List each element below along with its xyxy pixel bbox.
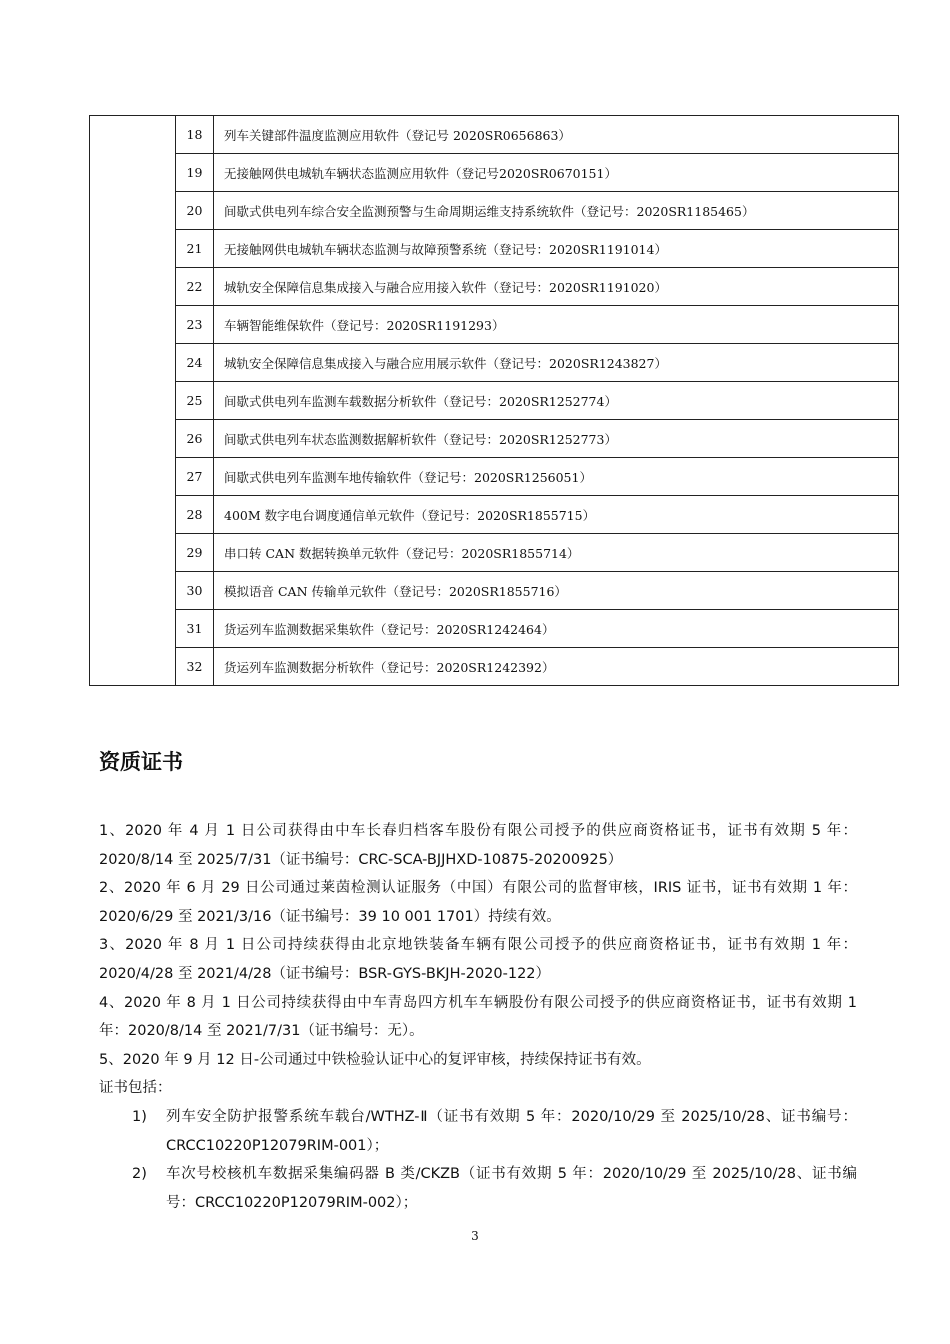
table-row <box>90 230 899 268</box>
row-number-cell: 26 <box>176 420 214 458</box>
table-row <box>90 154 899 192</box>
certificate-list-item <box>99 1103 857 1160</box>
certificate-paragraph-2: 2、2020 年 6 月 29 日公司通过莱茵检测认证服务（中国）有限公司的监督审核，IRIS 证书，证书有效期 1 年：2020/6/29 至 2021/3/16（证书编号：39 10 001 1701）持续有效。 <box>99 880 857 925</box>
software-name-cell: 无接触网供电城轨车辆状态监测应用软件（登记号2020SR0670151） <box>214 154 899 192</box>
table-row <box>90 344 899 382</box>
software-name-cell: 无接触网供电城轨车辆状态监测与故障预警系统（登记号：2020SR1191014） <box>214 230 899 268</box>
software-name-cell: 间歇式供电列车综合安全监测预警与生命周期运维支持系统软件（登记号：2020SR1185465） <box>214 192 899 230</box>
row-number-cell: 18 <box>176 116 214 154</box>
row-number-cell: 24 <box>176 344 214 382</box>
row-number-cell: 29 <box>176 534 214 572</box>
table-row <box>90 534 899 572</box>
table-row <box>90 420 899 458</box>
software-name-cell: 列车关键部件温度监测应用软件（登记号 2020SR0656863） <box>214 116 899 154</box>
certificate-item-text: 车次号校核机车数据采集编码器 B 类/CKZB（证书有效期 5 年：2020/10/29 至 2025/10/28、证书编号：CRCC10220P12079RIM-002）； <box>166 1166 857 1211</box>
software-name-cell: 间歇式供电列车监测车载数据分析软件（登记号：2020SR1252774） <box>214 382 899 420</box>
certificate-paragraph-4: 4、2020 年 8 月 1 日公司持续获得由中车青岛四方机车车辆股份有限公司授予的供应商资格证书，证书有效期 1 年：2020/8/14 至 2021/7/31（证书编号：无）。 <box>99 994 857 1040</box>
table-row <box>90 648 899 686</box>
software-name-cell: 模拟语音 CAN 传输单元软件（登记号：2020SR1855716） <box>214 572 899 610</box>
table-row <box>90 306 899 344</box>
row-number-cell: 28 <box>176 496 214 534</box>
row-number-cell: 19 <box>176 154 214 192</box>
table-row <box>90 458 899 496</box>
software-registration-table <box>89 115 899 686</box>
software-name-cell: 间歇式供电列车监测车地传输软件（登记号：2020SR1256051） <box>214 458 899 496</box>
software-name-cell: 车辆智能维保软件（登记号：2020SR1191293） <box>214 306 899 344</box>
table-row <box>90 496 899 534</box>
software-name-cell: 城轨安全保障信息集成接入与融合应用接入软件（登记号：2020SR1191020） <box>214 268 899 306</box>
list-marker: 1) <box>132 1108 147 1125</box>
row-number-cell: 25 <box>176 382 214 420</box>
row-number-cell: 21 <box>176 230 214 268</box>
row-number-cell: 30 <box>176 572 214 610</box>
table-row <box>90 116 899 154</box>
software-name-cell: 城轨安全保障信息集成接入与融合应用展示软件（登记号：2020SR1243827） <box>214 344 899 382</box>
table-row <box>90 192 899 230</box>
certificate-item-text: 列车安全防护报警系统车载台/WTHZ-Ⅱ（证书有效期 5 年：2020/10/29 至 2025/10/28、证书编号：CRCC10220P12079RIM-001）； <box>166 1108 857 1154</box>
category-cell <box>90 116 176 686</box>
table-row <box>90 610 899 648</box>
certificates-includes-label: 证书包括： <box>99 1080 172 1097</box>
row-number-cell: 27 <box>176 458 214 496</box>
table-row <box>90 268 899 306</box>
certificate-paragraph-1: 1、2020 年 4 月 1 日公司获得由中车长春归档客车股份有限公司授予的供应商资格证书，证书有效期 5 年：2020/8/14 至 2025/7/31（证书编号：CRC-SCA-BJJHXD-10875-20200925） <box>99 823 857 868</box>
software-name-cell: 货运列车监测数据分析软件（登记号：2020SR1242392） <box>214 648 899 686</box>
table-row <box>90 572 899 610</box>
row-number-cell: 20 <box>176 192 214 230</box>
table-row <box>90 382 899 420</box>
software-name-cell: 间歇式供电列车状态监测数据解析软件（登记号：2020SR1252773） <box>214 420 899 458</box>
row-number-cell: 31 <box>176 610 214 648</box>
certificate-paragraph-5: 5、2020 年 9 月 12 日-公司通过中铁检验认证中心的复评审核，持续保持证书有效。 <box>99 1051 651 1068</box>
software-name-cell: 货运列车监测数据采集软件（登记号：2020SR1242464） <box>214 610 899 648</box>
row-number-cell: 32 <box>176 648 214 686</box>
row-number-cell: 23 <box>176 306 214 344</box>
page-number: 3 <box>471 1229 479 1243</box>
certificate-list-item <box>99 1160 857 1217</box>
row-number-cell: 22 <box>176 268 214 306</box>
software-name-cell: 串口转 CAN 数据转换单元软件（登记号：2020SR1855714） <box>214 534 899 572</box>
section-heading-certificates: 资质证书 <box>99 750 183 774</box>
certificate-paragraph-3: 3、2020 年 8 月 1 日公司持续获得由北京地铁装备车辆有限公司授予的供应商资格证书，证书有效期 1 年：2020/4/28 至 2021/4/28（证书编号：BSR-GYS-BKJH-2020-122） <box>99 937 857 982</box>
software-name-cell: 400M 数字电台调度通信单元软件（登记号：2020SR1855715） <box>214 496 899 534</box>
list-marker: 2) <box>132 1166 147 1183</box>
certificate-list <box>99 1103 857 1217</box>
certificates-section <box>99 817 857 1217</box>
